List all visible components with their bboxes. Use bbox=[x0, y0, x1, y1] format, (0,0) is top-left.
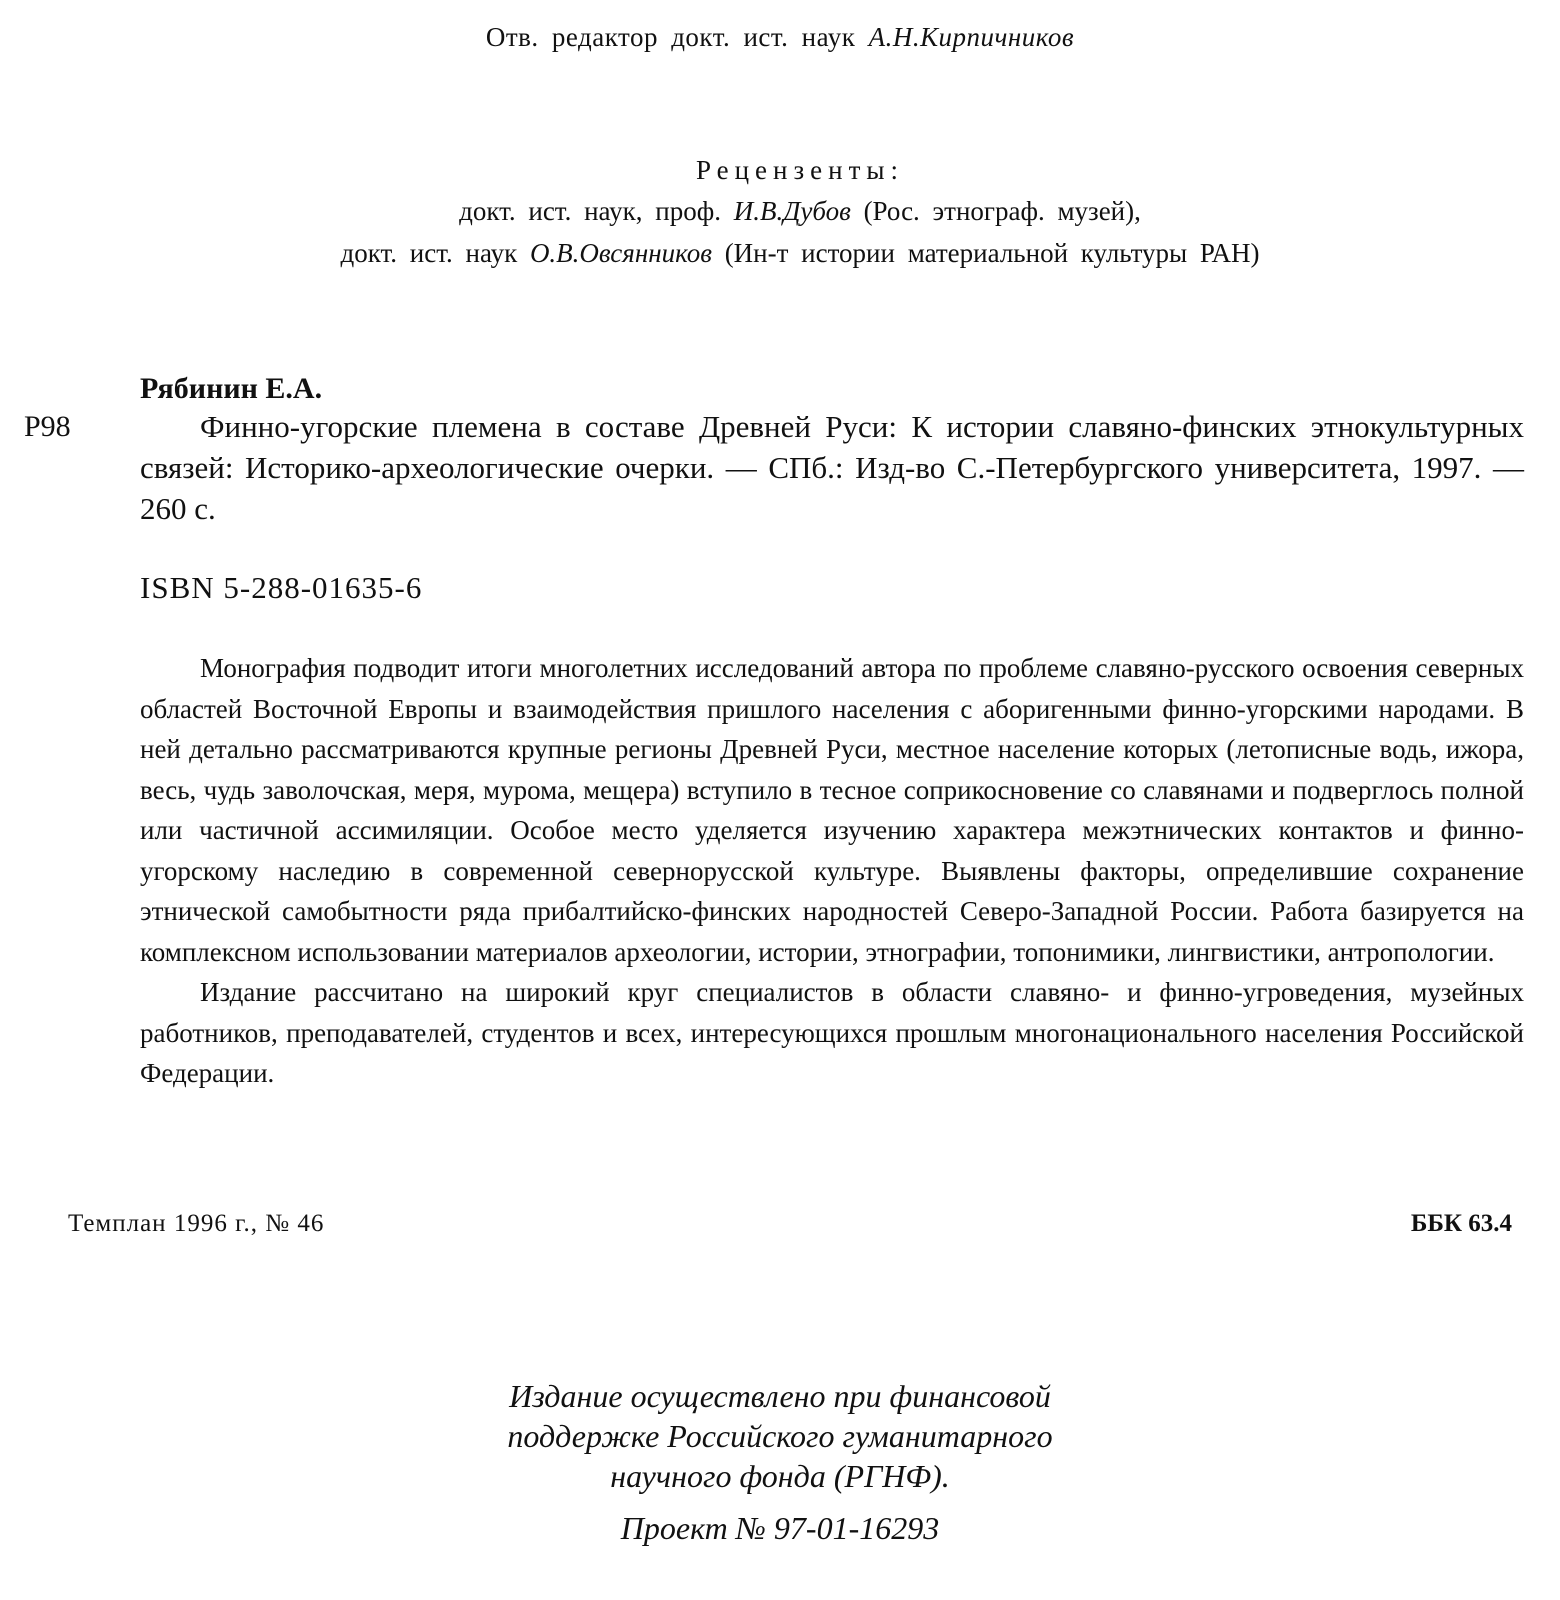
responsible-editor bbox=[0, 22, 1560, 53]
reviewer-1-affiliation: (Рос. этнограф. музей), bbox=[850, 196, 1141, 226]
reviewer-2 bbox=[0, 238, 1560, 269]
project-number: Проект № 97-01-16293 bbox=[620, 1510, 940, 1546]
templan-number: Темплан 1996 г., № 46 bbox=[68, 1210, 325, 1237]
bbk-code: ББК 63.4 bbox=[1410, 1210, 1512, 1237]
book-author: Рябинин Е.А. bbox=[140, 372, 323, 405]
abstract-paragraph-2: Издание рассчитано на широкий круг специалистов в области славяно- и финно-угроведения, музейных работников, преподавателей, студентов и всех, интересующихся прошлым многонационального населения Российской Федерации. bbox=[140, 977, 1524, 1088]
isbn-number: ISBN 5-288-01635-6 bbox=[140, 570, 423, 605]
bibliographic-citation: Финно-угорские племена в составе Древней Руси: К истории славяно-финских этнокультурных связей: Историко-археологические очерки. — СПб.: Изд-во С.-Петербургского университета, 1997. — 260 с. bbox=[140, 409, 1524, 526]
funding-notice bbox=[0, 1376, 1560, 1496]
editor-name: А.Н.Кирпичников bbox=[868, 22, 1075, 52]
funding-line-1: Издание осуществлено при финансовой bbox=[509, 1378, 1051, 1414]
reviewer-2-affiliation: (Ин-т истории материальной культуры РАН) bbox=[711, 238, 1260, 268]
reviewer-1-prefix: докт. ист. наук, проф. bbox=[459, 196, 734, 226]
author-mark-code: Р98 bbox=[24, 410, 71, 443]
abstract-paragraph-1: Монография подводит итоги многолетних исследований автора по проблеме славяно-русского освоения северных областей Восточной Европы и взаимодействия пришлого населения с аборигенными финно-угорскими народами. В ней детально рассматриваются крупные регионы Древней Руси, местное население которых (летописные водь, ижора, весь, чудь заволочская, меря, мурома, мещера) вступило в тесное соприкосновение со славянами и подверглось полной или частичной ассимиляции. Особое место уделяется изучению характера межэтнических контактов и финно-угорскому наследию в современной севернорусской культуре. Выявлены факторы, определившие сохранение этнической самобытности ряда прибалтийско-финских народностей Северо-Западной России. Работа базируется на комплексном использовании материалов археологии, истории, этнографии, топонимики, лингвистики, антропологии. bbox=[140, 653, 1524, 967]
funding-line-2: поддержке Российского гуманитарного bbox=[507, 1418, 1053, 1454]
reviewer-2-name: О.В.Овсянников bbox=[529, 238, 712, 268]
reviewers-heading: Рецензенты: bbox=[695, 155, 905, 185]
reviewer-1 bbox=[0, 196, 1560, 227]
funding-line-3: научного фонда (РГНФ). bbox=[610, 1458, 950, 1494]
abstract bbox=[140, 648, 1524, 1094]
reviewer-2-prefix: докт. ист. наук bbox=[340, 238, 530, 268]
editor-prefix: Отв. редактор докт. ист. наук bbox=[485, 22, 869, 52]
reviewer-1-name: И.В.Дубов bbox=[733, 196, 851, 226]
